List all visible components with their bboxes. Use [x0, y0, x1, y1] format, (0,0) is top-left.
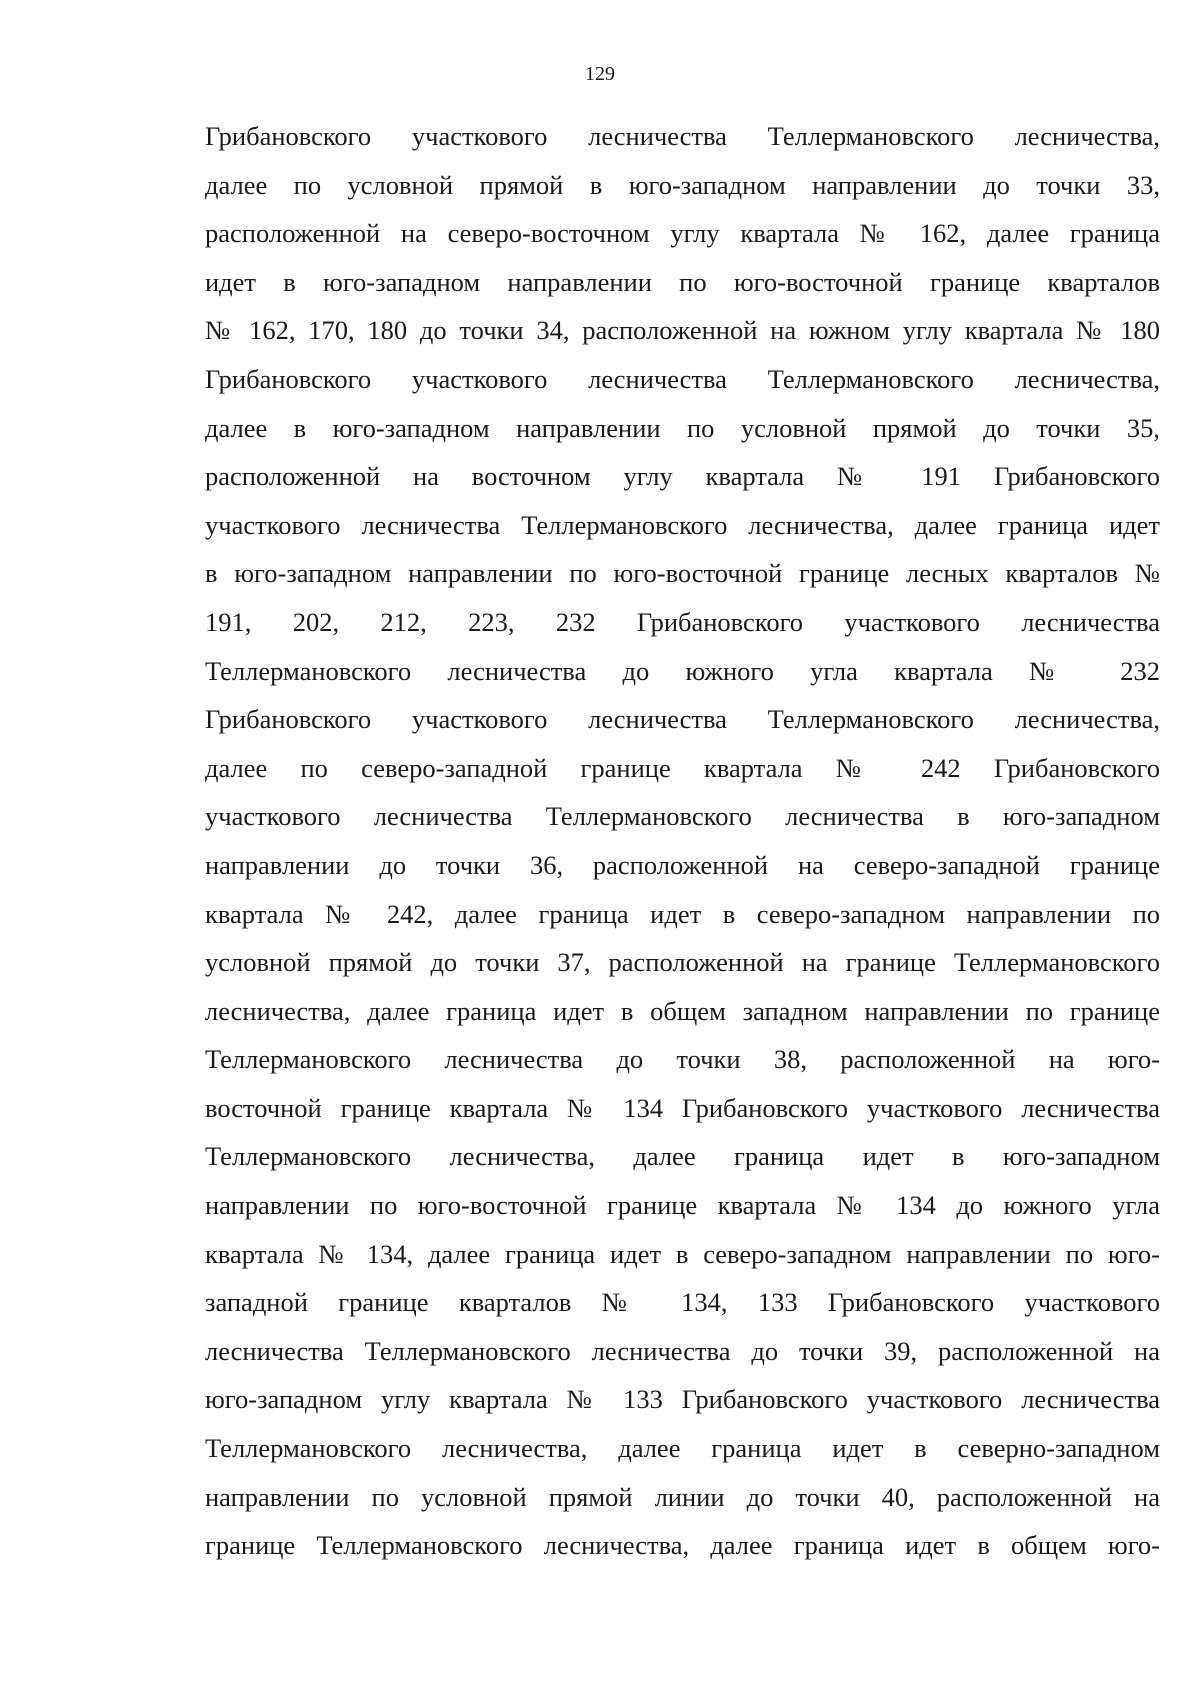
text-line: Теллермановского лесничества до точки 38, расположенной на юго-	[205, 1044, 1160, 1075]
text-line: западной границе кварталов № 134, 133 Грибановского участкового	[205, 1287, 1160, 1318]
text-line: условной прямой до точки 37, расположенной на границе Теллермановского	[205, 947, 1160, 978]
text-line: Теллермановского лесничества, далее граница идет в юго-западном	[205, 1141, 1160, 1172]
text-line: квартала № 134, далее граница идет в северо-западном направлении по юго-	[205, 1238, 1160, 1269]
text-line: направлении по условной прямой линии до точки 40, расположенной на	[205, 1481, 1160, 1512]
text-line: участкового лесничества Теллермановского лесничества в юго-западном	[205, 801, 1160, 832]
text-line: далее в юго-западном направлении по условной прямой до точки 35,	[205, 412, 1160, 443]
text-line: далее по условной прямой в юго-западном направлении до точки 33,	[205, 169, 1160, 200]
text-line: направлении по юго-восточной границе квартала № 134 до южного угла	[205, 1190, 1160, 1221]
text-line: Теллермановского лесничества, далее граница идет в северно-западном	[205, 1433, 1160, 1464]
text-line: квартала № 242, далее граница идет в северо-западном направлении по	[205, 898, 1160, 929]
page-number: 129	[585, 63, 615, 85]
text-line: Грибановского участкового лесничества Теллермановского лесничества,	[205, 363, 1160, 394]
text-line: границе Теллермановского лесничества, далее граница идет в общем юго-	[205, 1530, 1160, 1561]
text-line: № 162, 170, 180 до точки 34, расположенной на южном углу квартала № 180	[205, 315, 1160, 346]
text-line: восточной границе квартала № 134 Грибановского участкового лесничества	[205, 1092, 1160, 1123]
text-line: лесничества Теллермановского лесничества до точки 39, расположенной на	[205, 1335, 1160, 1366]
text-line: 191, 202, 212, 223, 232 Грибановского участкового лесничества	[205, 606, 1160, 637]
text-line: далее по северо-западной границе квартала № 242 Грибановского	[205, 752, 1160, 783]
text-line: направлении до точки 36, расположенной на северо-западной границе	[205, 849, 1160, 880]
text-line: юго-западном углу квартала № 133 Грибановского участкового лесничества	[205, 1384, 1160, 1415]
body-text	[205, 112, 1160, 1570]
text-line: лесничества, далее граница идет в общем западном направлении по границе	[205, 995, 1160, 1026]
text-line: расположенной на восточном углу квартала № 191 Грибановского	[205, 461, 1160, 492]
text-line: Грибановского участкового лесничества Теллермановского лесничества,	[205, 704, 1160, 735]
text-line: участкового лесничества Теллермановского лесничества, далее граница идет	[205, 509, 1160, 540]
text-line: расположенной на северо-восточном углу квартала № 162, далее граница	[205, 218, 1160, 249]
text-line: в юго-западном направлении по юго-восточной границе лесных кварталов №	[205, 558, 1160, 589]
text-line: Грибановского участкового лесничества Теллермановского лесничества,	[205, 121, 1160, 151]
text-line: идет в юго-западном направлении по юго-восточной границе кварталов	[205, 266, 1160, 297]
text-line: Теллермановского лесничества до южного угла квартала № 232	[205, 655, 1160, 686]
